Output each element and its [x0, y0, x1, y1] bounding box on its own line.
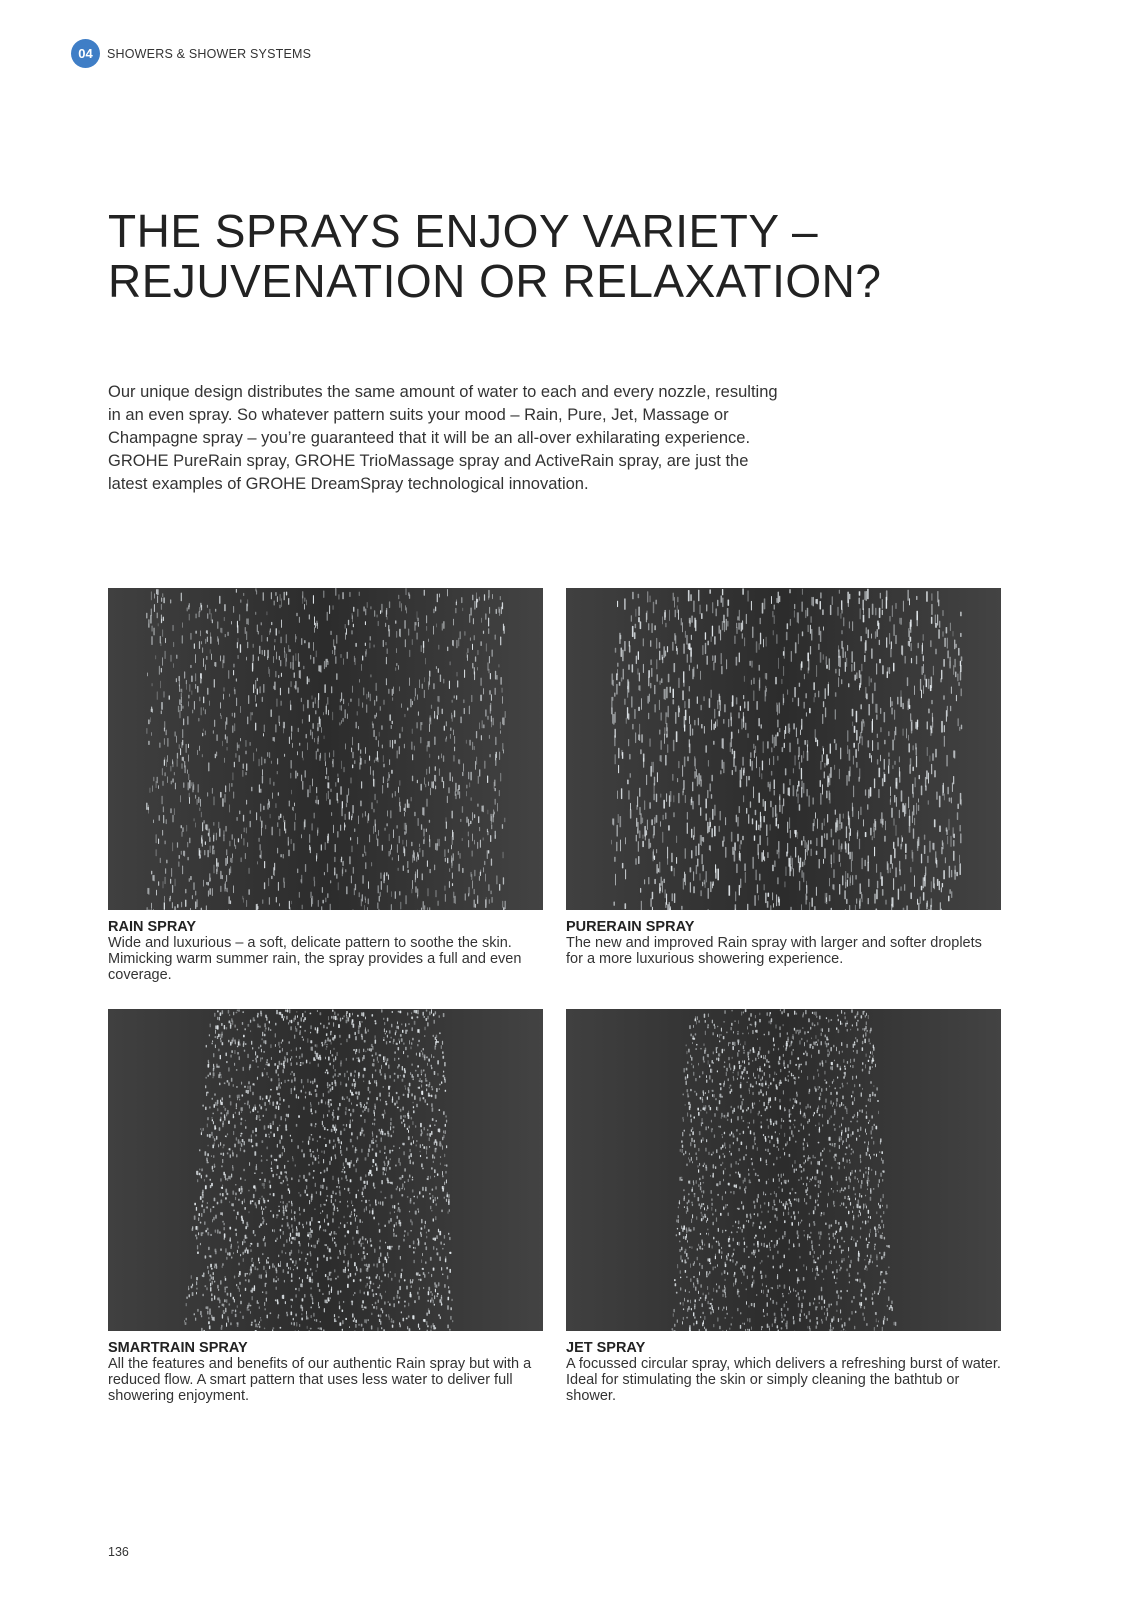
chapter-badge: 04: [71, 39, 100, 68]
smartrain-spray-title: SMARTRAIN SPRAY: [108, 1340, 248, 1356]
page-title-line-2: REJUVENATION OR RELAXATION?: [108, 255, 882, 307]
intro-paragraph: Our unique design distributes the same amount of water to each and every nozzle, resulting in an even spray. So whatever pattern suits your mood – Rain, Pure, Jet, Massage or Champagne spray – you’re guaranteed that it will be an all-over exhilarating experience. GROHE PureRain spray, GROHE TrioMassage spray and ActiveRain spray, are just the latest examples of GROHE DreamSpray technological innovation.: [108, 383, 778, 493]
spray-card-jet: [566, 1009, 1001, 1404]
rain-spray-title: RAIN SPRAY: [108, 919, 197, 935]
page-title-line-1: THE SPRAYS ENJOY VARIETY –: [108, 205, 819, 257]
purerain-spray-description: The new and improved Rain spray with larger and softer droplets for a more luxurious showering experience.: [566, 935, 982, 967]
section-label: SHOWERS & SHOWER SYSTEMS: [107, 46, 312, 61]
page-number: 136: [108, 1545, 129, 1559]
spray-card-rain: [108, 588, 543, 983]
smartrain-spray-photo: [108, 1009, 543, 1331]
page-header: [71, 39, 311, 68]
jet-spray-photo: [566, 1009, 1001, 1331]
purerain-spray-photo: [566, 588, 1001, 910]
rain-spray-photo: [108, 588, 543, 910]
rain-spray-description: Wide and luxurious – a soft, delicate pattern to soothe the skin. Mimicking warm summer rain, the spray provides a full and even coverage.: [108, 935, 522, 983]
smartrain-spray-description: All the features and benefits of our authentic Rain spray but with a reduced flow. A smart pattern that uses less water to deliver full showering enjoyment.: [108, 1356, 532, 1404]
page-title: [108, 206, 882, 306]
purerain-spray-title: PURERAIN SPRAY: [566, 919, 695, 935]
spray-card-purerain: [566, 588, 1001, 967]
spray-card-smartrain: [108, 1009, 543, 1404]
jet-spray-description: A focussed circular spray, which delivers a refreshing burst of water. Ideal for stimulating the skin or simply cleaning the bathtub or shower.: [566, 1356, 1001, 1404]
jet-spray-title: JET SPRAY: [566, 1340, 646, 1356]
